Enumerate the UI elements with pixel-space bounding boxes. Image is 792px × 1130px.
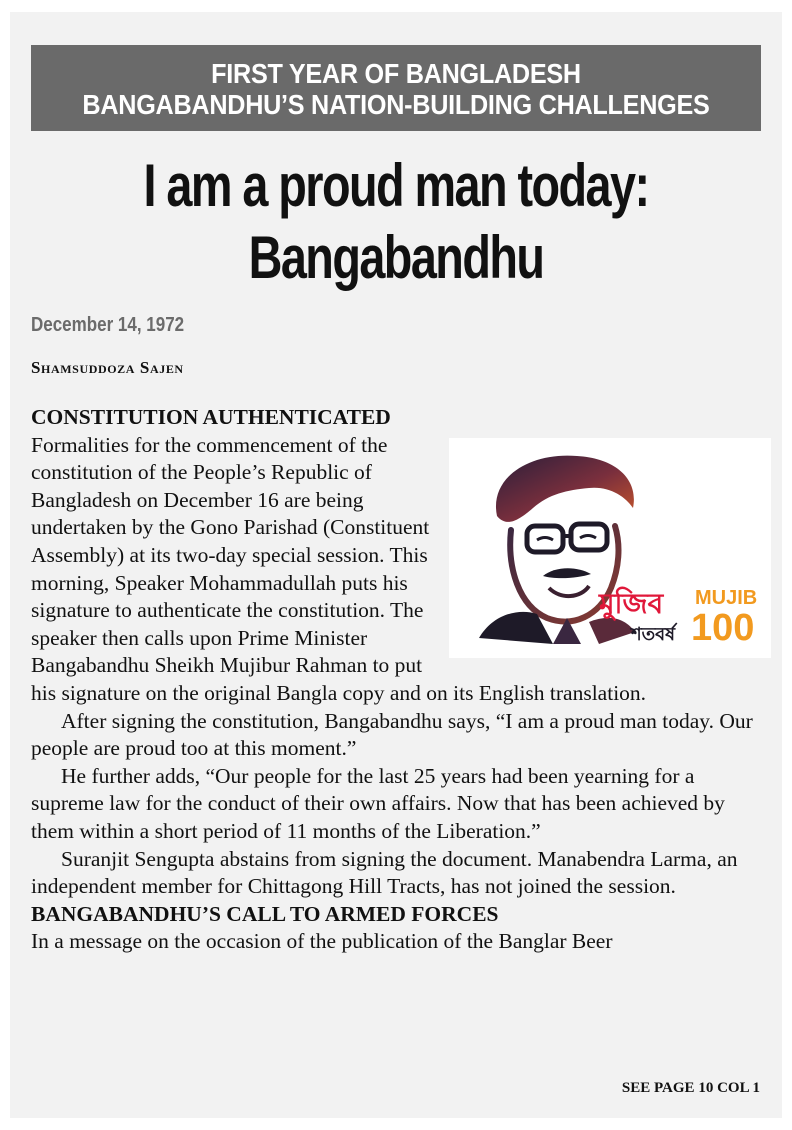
headline-line-2: Bangabandhu	[248, 224, 544, 291]
logo-number: 100	[691, 606, 755, 649]
byline: Shamsuddoza Sajen	[31, 358, 184, 377]
banner-line-1: FIRST YEAR OF BANGLADESH	[211, 58, 581, 89]
paragraph-5: In a message on the occasion of the publication of the Banglar Beer	[31, 929, 613, 954]
logo-bangla-bottom: শতবর্ষ	[631, 623, 676, 645]
headline	[10, 150, 782, 294]
paragraph-1: Formalities for the commencement of the constitution of the People’s Republic of Bangladesh on December 16 are being undertaken by the Gono Parishad (Constituent Assembly) at its two-day special session. This morning, Speaker Mohammadullah puts his signature to authenticate the constitution. The speaker then calls upon Prime Minister Bangabandhu Sheikh Mujibur Rahman to put his signature on the original Bangla copy and on its English translation.	[31, 432, 647, 705]
series-banner	[31, 45, 761, 131]
article-page	[10, 12, 782, 1118]
paragraph-3: He further adds, “Our people for the last 25 years had been yearning for a supreme law for the conduct of their own affairs. Now that has been achieved by them within a short period of 11 months of the Liberation.”	[31, 763, 725, 843]
article-body	[31, 404, 771, 956]
dateline: December 14, 1972	[31, 314, 185, 336]
section-heading: CONSTITUTION AUTHENTICATED	[31, 405, 391, 429]
paragraph-2: After signing the constitution, Bangabandhu says, “I am a proud man today. Our people are proud too at this moment.”	[31, 708, 753, 761]
mujib-100-logo	[449, 438, 771, 658]
section-heading-2: BANGABANDHU’S CALL TO ARMED FORCES	[31, 901, 499, 926]
paragraph-4: Suranjit Sengupta abstains from signing the document. Manabendra Larma, an independent member for Chittagong Hill Tracts, has not joined the session.	[31, 846, 738, 899]
logo-latin: MUJIB	[695, 586, 758, 609]
headline-line-1: I am a proud man today:	[143, 152, 649, 219]
mujib-portrait-illustration	[449, 438, 771, 658]
logo-bangla-top: মুজিব	[599, 586, 664, 620]
banner-line-2: BANGABANDHU’S NATION-BUILDING CHALLENGES	[82, 89, 710, 120]
continued-jump-line: SEE PAGE 10 COL 1	[621, 1080, 760, 1096]
